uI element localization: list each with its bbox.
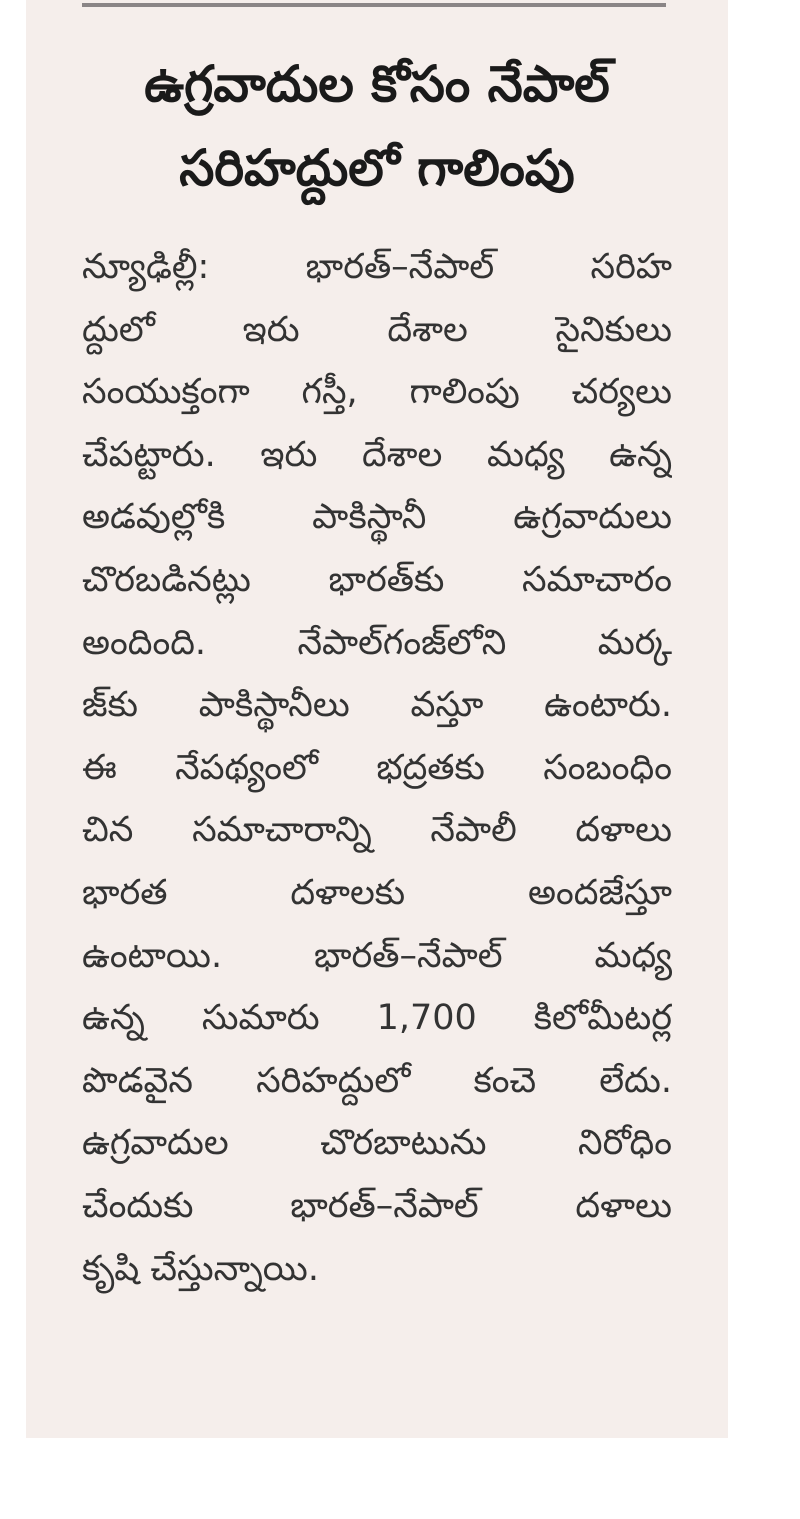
body-line: ఈ నేపథ్యంలో భద్రతకు సంబంధిం xyxy=(82,747,672,788)
body-line: ద్దులో ఇరు దేశాల సైనికులు xyxy=(82,309,672,350)
headline-line: ఉగ్రవాదుల కోసం నేపాల్ xyxy=(144,55,610,113)
body-line: అందింది. నేపాల్‌గంజ్‌లోని మర్క xyxy=(82,622,672,663)
body-line: చేపట్టారు. ఇరు దేశాల మధ్య ఉన్న xyxy=(82,434,672,475)
body-line: ఉంటాయి. భారత్–నేపాల్ మధ్య xyxy=(82,935,672,976)
body-line: పొడవైన సరిహద్దులో కంచె లేదు. xyxy=(82,1060,672,1101)
headline-line: సరిహద్దులో గాలింపు xyxy=(179,139,575,197)
body-line: చొరబడినట్లు భారత్‌కు సమాచారం xyxy=(82,559,672,600)
body-line: ఉన్న సుమారు 1,700 కిలోమీటర్ల xyxy=(82,998,672,1039)
body-line: అడవుల్లోకి పాకిస్థానీ ఉగ్రవాదులు xyxy=(82,497,672,538)
article-body xyxy=(82,236,672,1300)
body-line: చేందుకు భారత్–నేపాల్ దళాలు xyxy=(82,1185,672,1226)
body-line: చిన సమాచారాన్ని నేపాలీ దళాలు xyxy=(82,810,672,851)
body-line: కృషి చేస్తున్నాయి. xyxy=(82,1248,319,1289)
top-divider-rule xyxy=(82,3,666,7)
body-line: జ్‌కు పాకిస్థానీలు వస్తూ ఉంటారు. xyxy=(82,685,672,726)
article-headline xyxy=(56,42,698,210)
body-line: న్యూఢిల్లీ: భారత్–నేపాల్ సరిహ xyxy=(82,247,672,287)
body-line: భారత దళాలకు అందజేస్తూ xyxy=(82,872,672,913)
body-line: సంయుక్తంగా గస్తీ, గాలింపు చర్యలు xyxy=(82,372,672,413)
body-line: ఉగ్రవాదుల చొరబాటును నిరోధిం xyxy=(82,1123,672,1164)
